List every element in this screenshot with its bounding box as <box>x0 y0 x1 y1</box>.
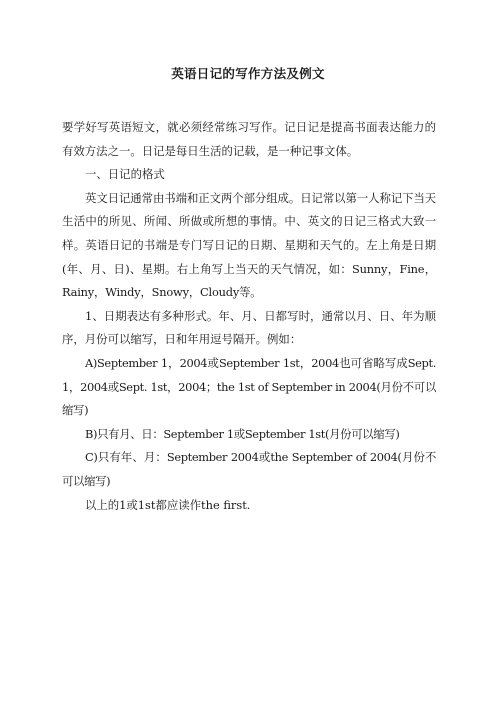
section-heading-diary-format: 一、日记的格式 <box>85 167 165 182</box>
paragraph-example-b: B)只有月、日：September 1或September 1st(月份可以缩写) <box>85 426 400 441</box>
paragraph-date-forms: 1、日期表达有多种形式。年、月、日都写时，通常以月、日、年为顺序，月份可以缩写，日和年用逗号隔开。例如： <box>62 308 436 347</box>
paragraph-diary-format: 英文日记通常由书端和正文两个部分组成。日记常以第一人称记下当天生活中的所见、所闻、所做或所想的事情。中、英文的日记三格式大致一样。英语日记的书端是专门写日记的日期、星期和天气的。左上角是日期(年、月、日)、星期。右上角写上当天的天气情况，如：Sunny，Fine，Rainy，Windy，Snowy，Cloudy等。 <box>62 190 436 300</box>
document-title: 英语日记的写作方法及例文 <box>171 66 325 81</box>
document-body <box>62 116 436 517</box>
paragraph-reading-note: 以上的1或1st都应读作the first. <box>85 497 251 512</box>
paragraph-example-a: A)September 1，2004或September 1st，2004也可省略写成Sept. 1，2004或Sept. 1st，2004；the 1st of September in 2004(月份不可以缩写) <box>62 355 436 418</box>
paragraph-example-c: C)只有年、月：September 2004或the September of 2004(月份不可以缩写) <box>62 450 436 488</box>
paragraph-intro: 要学好写英语短文，就必须经常练习写作。记日记是提高书面表达能力的有效方法之一。日记是每日生活的记载，是一种记事文体。 <box>62 120 436 158</box>
